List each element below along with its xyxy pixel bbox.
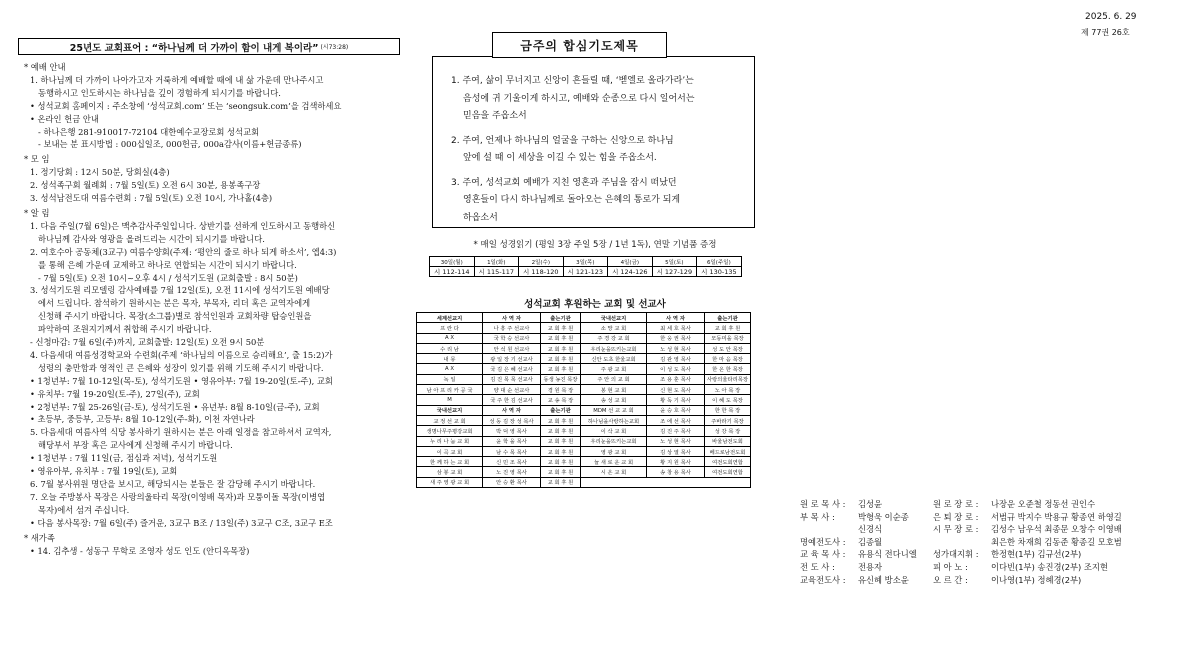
table-cell	[705, 477, 751, 487]
table-row	[417, 395, 751, 405]
announcement-line: - 신청마감: 7월 6일(주)까지, 교회출발: 12일(토) 오전 9시 50분	[30, 337, 265, 348]
table-cell: 안 석 원 선교사	[483, 343, 541, 353]
table-cell: A X	[417, 364, 483, 374]
table-row	[417, 457, 751, 467]
table-cell: 성 강 목 장	[705, 426, 751, 436]
table-cell: 시 온 교 회	[581, 467, 647, 477]
staff-row	[800, 574, 909, 586]
table-cell: 교 회 후 원	[541, 415, 581, 425]
table-cell: 녹 일	[417, 374, 483, 384]
announcement-line: 해당부서 부장 혹은 교사에게 신청해 주시기 바랍니다.	[38, 440, 233, 451]
table-cell: 교 회 후 원	[541, 436, 581, 446]
staff-role: 부 목 사 :	[800, 511, 835, 522]
staff-role: 명예전도사 :	[800, 536, 846, 547]
table-cell: 윤 승 호 목사	[647, 405, 705, 415]
table-cell: 성 동 김 장 성 목사	[483, 415, 541, 425]
bible-reading-title: * 매일 성경읽기 (평일 3장 주일 5장 / 1년 1독), 연말 기념품 증정	[473, 240, 717, 250]
prayer-line: 1. 주여, 삶이 무너지고 신앙이 흔들릴 때, ‘벧엘로 올라가라’는	[451, 76, 694, 86]
reading-day: 6일(주일)	[697, 257, 742, 267]
table-row	[417, 415, 751, 425]
table-cell: 조 용 훈 목사	[647, 374, 705, 384]
church-motto-box	[18, 38, 400, 55]
prayer-topics-box	[432, 56, 755, 228]
staff-role: 원 로 장 로 :	[933, 499, 979, 509]
table-cell: 윤 학 을 목사	[483, 436, 541, 446]
table-cell: 신안 도초 한울교회	[581, 354, 647, 364]
reading-day: 5일(토)	[652, 257, 697, 267]
table-cell: 남 아 프 리 카 공 국	[417, 385, 483, 395]
table-cell: 교 회 후 원	[541, 446, 581, 456]
announcement-line: 파악하여 조원지기께서 취합해 주시기 바랍니다.	[38, 324, 212, 335]
staff-role: 은 퇴 장 로 :	[933, 511, 979, 522]
table-cell: 주 광 교 회	[581, 364, 647, 374]
table-cell: 경 원 목 장	[541, 385, 581, 395]
table-cell: 하나님을사랑하는교회	[581, 415, 647, 425]
announcement-line: • 2청년부: 7월 25-26일(금-토), 성석기도원 • 유년부: 8월 8-10일(금-주), 교회	[30, 401, 320, 412]
table-row	[417, 385, 751, 395]
table-cell: 교 회 후 원	[541, 467, 581, 477]
table-cell: 황 독 기 목사	[647, 395, 705, 405]
reading-day: 30일(월)	[430, 257, 475, 267]
missions-table	[416, 312, 751, 488]
announcement-line: - 하나은행 281-910017-72104 대한예수교장로회 성석교회	[38, 126, 260, 137]
table-cell: 모동미을 목장	[705, 333, 751, 343]
table-cell: 바울남전도회	[705, 436, 751, 446]
staff-row	[800, 511, 909, 523]
table-cell: 나 흥 주 선교사	[483, 323, 541, 333]
table-cell: 주 경 강 교 회	[581, 333, 647, 343]
table-row	[417, 313, 751, 323]
staff-names: 이다빈(1부) 송진경(2부) 조지현	[991, 562, 1108, 572]
staff-names: 이나영(1부) 정혜경(2부)	[991, 574, 1082, 585]
staff-row	[933, 523, 1122, 535]
bulletin-issue: 제 77권 26호	[1081, 28, 1130, 37]
announcement-line: 5. 다음세대 여름사역 식당 봉사하기 원하시는 분은 아래 일정을 참고하셔서 교역자,	[30, 427, 332, 438]
table-header: 사 역 자	[483, 405, 541, 415]
staff-row	[800, 498, 882, 510]
table-cell: MDM 선 교 교 회	[581, 405, 647, 415]
table-cell: 교 정 선 교 회	[417, 415, 483, 425]
announcement-line: * 새가족	[24, 532, 55, 543]
table-row	[417, 354, 751, 364]
reading-day: 3일(목)	[563, 257, 608, 267]
announcement-line: 4. 다음세대 여름성경학교와 수련회(주제 ‘하나님의 이름으로 승리해요’, 출 15:2)가	[30, 349, 333, 360]
announcement-line: 3. 성석기도원 리모델링 감사예배를 7월 12일(토), 오전 11시에 성석기도원 예배당	[30, 285, 330, 296]
announcement-line: 신청해 주시기 바랍니다. 목장(소그룹)별로 참석인원과 교회차량 탑승인원을	[38, 311, 312, 322]
table-cell: 주 안 의 교 회	[581, 374, 647, 384]
table-row	[417, 374, 751, 384]
announcement-line: - 7월 5일(토) 오전 10시~오후 4시 / 성석기도원 (교회출발 : 8시 50분)	[38, 272, 298, 283]
staff-names: 유용식 전다니엘	[858, 549, 917, 560]
reading-day: 1일(화)	[474, 257, 519, 267]
table-cell: 국 주 한 김 선교사	[483, 395, 541, 405]
table-cell: 교 회 후 원	[541, 343, 581, 353]
table-cell: 김 상 열 목사	[647, 446, 705, 456]
table-cell: 교 회 후 원	[541, 323, 581, 333]
announcement-line: 성령의 충만함과 영적인 큰 은혜와 성장이 있기를 위해 기도해 주시기 바랍니다.	[38, 362, 324, 373]
announcement-line: • 14. 김추생 - 성동구 무학로 조영자 성도 인도 (안디옥목장)	[30, 545, 250, 556]
table-cell: 노 성 현 목사	[647, 436, 705, 446]
prayer-item	[451, 175, 744, 228]
announcement-line: * 예배 안내	[24, 62, 66, 72]
staff-role: 피 아 노 :	[933, 562, 968, 572]
table-cell: 교 회 후 원	[541, 457, 581, 467]
announcement-line: • 온라인 헌금 안내	[30, 113, 99, 124]
table-cell: 남 수 목 목사	[483, 446, 541, 456]
bulletin-date: 2025. 6. 29	[1085, 12, 1137, 22]
announcement-line: 6. 7월 봉사위원 명단을 보시고, 해당되시는 분들은 잘 감당해 주시기 바랍니다.	[30, 479, 316, 489]
table-cell: 안 승 환 목사	[483, 477, 541, 487]
staff-names: 전용자	[858, 562, 883, 572]
table-cell: 양 대 순 선교사	[483, 385, 541, 395]
table-row	[417, 436, 751, 446]
table-cell: 조 에 선 목사	[647, 415, 705, 425]
prayer-line: 2. 주여, 언제나 하나님의 얼굴을 구하는 신앙으로 하나님	[451, 135, 674, 146]
staff-role: 원 로 목 사 :	[800, 499, 846, 509]
announcement-line: * 알 림	[24, 207, 50, 218]
table-cell: 누 리 나 눔 교 회	[417, 436, 483, 446]
table-cell: 국 학 승 선교사	[483, 333, 541, 343]
announcement-line: - 보내는 분 표시방법 : 000십일조, 000헌금, 000a감사(이름+헌금종류)	[38, 139, 302, 150]
table-cell: 김 진 주 목사	[647, 426, 705, 436]
table-row	[417, 477, 751, 487]
table-cell: 여전도회연합	[705, 467, 751, 477]
table-cell: 이 곡 교 회	[417, 446, 483, 456]
table-cell: A X	[417, 333, 483, 343]
table-cell: 신 현 도 목사	[647, 385, 705, 395]
announcements-body	[18, 61, 400, 557]
prayer-item	[451, 73, 744, 126]
table-cell: 교 회 후 원	[541, 426, 581, 436]
table-cell: 동생 농진 목장	[541, 374, 581, 384]
table-row	[417, 426, 751, 436]
announcement-line: • 유치부: 7월 19-20일(토-주), 27일(주), 교회	[30, 388, 200, 399]
announcement-line: 7. 오늘 주방봉사 목장은 사랑의울타리 목장(이영배 목자)과 모퉁이돌 목장(이병엽	[30, 491, 326, 502]
table-row	[417, 333, 751, 343]
table-row	[417, 446, 751, 456]
staff-row	[933, 511, 1122, 523]
staff-names: 최은한 차재희 김동준 황종길 모호범	[991, 536, 1122, 547]
prayer-line: 앞에 설 때 이 세상을 이길 수 있는 힘을 주옵소서.	[463, 153, 657, 163]
table-cell: 교 송 목 장	[541, 395, 581, 405]
table-header: 사 역 자	[647, 313, 705, 323]
prayer-line: 음성에 귀 기울이게 하시고, 예배와 순종으로 다시 일어서는	[463, 93, 695, 104]
announcement-line: 2. 여호수아 공동체(3교구) 여름수양회(주제: ‘평안의 줄로 하나 되게 하소서’, 엡4:3)	[30, 246, 337, 257]
table-cell: 국 김 은 혜 선교사	[483, 364, 541, 374]
table-row	[417, 343, 751, 353]
table-cell: 여전도회연합	[705, 457, 751, 467]
staff-names: 신경식	[858, 524, 883, 535]
table-header: 국내선교지	[581, 313, 647, 323]
reading-chapter: 시 118-120	[519, 267, 564, 277]
staff-role: 교 육 목 사 :	[800, 549, 846, 560]
announcement-line: • 영유아부, 유치부 : 7월 19일(토), 교회	[30, 466, 178, 477]
announcement-line: 1. 하나님께 더 가까이 나아가고자 거룩하게 예배할 때에 내 삶 가운데 만나주시고	[30, 74, 324, 85]
table-cell: 사랑의울타리목장	[705, 374, 751, 384]
table-cell: 최 세 호 목사	[647, 323, 705, 333]
reading-chapter: 시 121-123	[563, 267, 608, 277]
table-cell: 프 란 다	[417, 323, 483, 333]
staff-row	[933, 561, 1108, 573]
table-cell	[581, 477, 647, 487]
prayer-item	[451, 133, 744, 168]
table-cell: 영 광 교 회	[581, 446, 647, 456]
table-cell: M	[417, 395, 483, 405]
prayer-title: 금주의 합심기도제목	[492, 32, 667, 58]
table-cell: 노 아 목 장	[705, 385, 751, 395]
announcement-line: 를 통해 은혜 가운데 교제하고 하나로 연합되는 시간이 되시기 바랍니다.	[38, 259, 297, 270]
table-row	[417, 467, 751, 477]
announcement-line: 3. 성석남전도대 여름수련회 : 7월 5일(토) 오전 10시, 가나홀(4층)	[30, 193, 273, 204]
table-cell: 송 성 교 회	[581, 395, 647, 405]
table-cell: 우리눈을뜨키는교회	[581, 436, 647, 446]
table-cell: 이 혜 도 목장	[705, 395, 751, 405]
table-cell: 새 주 영 광 교 회	[417, 477, 483, 487]
staff-names: 김종월	[858, 536, 883, 547]
table-cell: 수 리 남	[417, 343, 483, 353]
table-cell: 삼 봉 교 회	[417, 467, 483, 477]
staff-role: 성가대지휘 :	[933, 549, 979, 560]
reading-chapter: 시 115-117	[474, 267, 519, 277]
staff-row	[933, 536, 1122, 548]
table-cell: 봉 현 교 회	[581, 385, 647, 395]
announcement-line: 동행하시고 인도하시는 하나님을 깊이 경험하게 되시기를 바랍니다.	[38, 87, 281, 98]
table-cell: 김 관 영 목사	[647, 354, 705, 364]
prayer-line: 3. 주여, 성석교회 예배가 지친 영혼과 주님을 잠시 떠났던	[451, 177, 677, 188]
staff-row	[933, 574, 1081, 586]
table-cell: 우리눈을뜨키는교회	[581, 343, 647, 353]
announcement-line: • 다음 봉사목장: 7월 6일(주) 즐거운, 3교구 B조 / 13일(주) 3교구 C조, 3교구 E조	[30, 517, 333, 528]
staff-row	[800, 561, 882, 573]
reading-chapter: 시 124-126	[608, 267, 653, 277]
table-cell: 교 회 후 원	[541, 354, 581, 364]
staff-row	[933, 498, 1095, 510]
announcement-line: 목자)에서 섬겨 주십니다.	[38, 504, 130, 515]
table-cell: 황 지 원 목사	[647, 457, 705, 467]
staff-names: 김성수 남우석 최종문 오창수 이영배	[991, 524, 1122, 535]
staff-names: 나장운 오준철 정동선 권인수	[991, 499, 1096, 509]
table-cell: 김 진 목 목 선교사	[483, 374, 541, 384]
staff-role: 교육전도사 :	[800, 574, 846, 585]
prayer-line: 영혼들이 다시 하나님께로 돌아오는 은혜의 통로가 되게	[463, 195, 681, 205]
table-row	[417, 364, 751, 374]
prayer-line: 하옵소서	[463, 212, 498, 223]
staff-row	[800, 548, 917, 560]
table-cell: 노 진 영 목사	[483, 467, 541, 477]
announcement-line: • 성석교회 홈페이지 : 주소창에 ‘성석교회.com’ 또는 ‘seongsuk.com’을 검색하세요	[30, 100, 342, 111]
reading-chapter: 시 112-114	[430, 267, 475, 277]
table-cell: 한 마 음 목장	[705, 354, 751, 364]
table-cell: 교 회 후 원	[705, 323, 751, 333]
table-cell: 노 성 현 목사	[647, 343, 705, 353]
reading-chapter: 시 127-129	[652, 267, 697, 277]
table-row	[417, 405, 751, 415]
table-header: 세계선교지	[417, 313, 483, 323]
announcement-line: 하나님께 감사와 영광을 올려드리는 시간이 되시기를 바랍니다.	[38, 233, 265, 244]
staff-role: 오 르 간 :	[933, 574, 968, 585]
table-cell: 한 한 목 장	[705, 405, 751, 415]
missions-title: 성석교회 후원하는 교회 및 선교사	[524, 299, 666, 310]
announcement-line: 에서 드립니다. 참석하기 원하시는 분은 목자, 부목자, 리더 혹은 교역자에게	[38, 298, 311, 309]
table-header: 출는기관	[705, 313, 751, 323]
table-cell: 한 온 한 목장	[705, 364, 751, 374]
announcements-column	[18, 38, 400, 557]
table-header: 출는기관	[541, 313, 581, 323]
table-row	[417, 323, 751, 333]
table-cell: 한 께 하 는 교 회	[417, 457, 483, 467]
table-cell	[647, 477, 705, 487]
table-cell: 소 망 교 회	[581, 323, 647, 333]
staff-names: 김성윤	[858, 499, 883, 509]
staff-names: 서범규 박지수 박용규 황종연 하영길	[991, 511, 1122, 522]
announcement-line: • 1청년부 : 7월 11일(금, 점심과 저녁), 성석기도원	[30, 453, 218, 464]
table-header: 출는기관	[541, 405, 581, 415]
announcement-line: • 초등부, 중등부, 고등부: 8월 10-12일(주-화), 이천 자연나라	[30, 414, 255, 425]
church-motto-ref: (시73:28)	[320, 44, 349, 51]
announcement-line: 1. 정기당회 : 12시 50분, 당회실(4층)	[30, 167, 170, 178]
staff-names: 박형욱 이순종	[858, 511, 909, 522]
table-cell: 신 민 조 목사	[483, 457, 541, 467]
table-cell: 광 일 장 기 선교사	[483, 354, 541, 364]
table-cell: 생명나무주평강교회	[417, 426, 483, 436]
staff-role: 시 무 장 로 :	[933, 524, 979, 535]
reading-day: 2일(수)	[519, 257, 564, 267]
announcement-line: • 1청년부: 7월 10-12일(목-토), 성석기도원 • 영유아부: 7월 19-20일(토-주), 교회	[30, 375, 333, 386]
table-cell: 늘 새 로 운 교 회	[581, 457, 647, 467]
staff-row	[800, 523, 882, 535]
table-cell: 베드로남전도회	[705, 446, 751, 456]
table-cell: 교 회 후 원	[541, 333, 581, 343]
staff-names: 한정현(1부) 김규선(2부)	[991, 549, 1082, 560]
reading-chapter: 시 130-135	[697, 267, 742, 277]
table-cell: 주바라기 목장	[705, 415, 751, 425]
table-cell: 내 몽	[417, 354, 483, 364]
reading-day: 4일(금)	[608, 257, 653, 267]
staff-names: 유신혜 방소윤	[858, 574, 909, 585]
prayer-line: 믿음을 주옵소서	[463, 111, 527, 121]
table-cell: 한 웅 권 목사	[647, 333, 705, 343]
table-header: 국내선교지	[417, 405, 483, 415]
table-cell: 이 성 도 목사	[647, 364, 705, 374]
staff-row	[800, 536, 882, 548]
announcement-line: 2. 성석족구회 월례회 : 7월 5일(토) 오전 6시 30분, 용봉족구장	[30, 180, 261, 191]
table-cell: 교 회 후 원	[541, 477, 581, 487]
church-motto-text: 25년도 교회표어 : “하나님께 더 가까이 함이 내게 복이라”	[69, 42, 319, 54]
table-cell: 송 창 용 목사	[647, 467, 705, 477]
staff-role: 전 도 사 :	[800, 562, 835, 572]
table-header: 사 역 자	[483, 313, 541, 323]
announcement-line: 1. 다음 주일(7월 6일)은 맥추감사주일입니다. 상반기를 선하게 인도하시고 동행하신	[30, 220, 336, 231]
staff-row	[933, 548, 1081, 560]
table-cell: 성 도 안 목장	[705, 343, 751, 353]
table-cell: 교 회 후 원	[541, 364, 581, 374]
bible-reading-table	[429, 256, 742, 277]
table-cell: 이 삭 교 회	[581, 426, 647, 436]
table-cell: 박 덕 영 목사	[483, 426, 541, 436]
announcement-line: * 모 임	[24, 154, 50, 165]
